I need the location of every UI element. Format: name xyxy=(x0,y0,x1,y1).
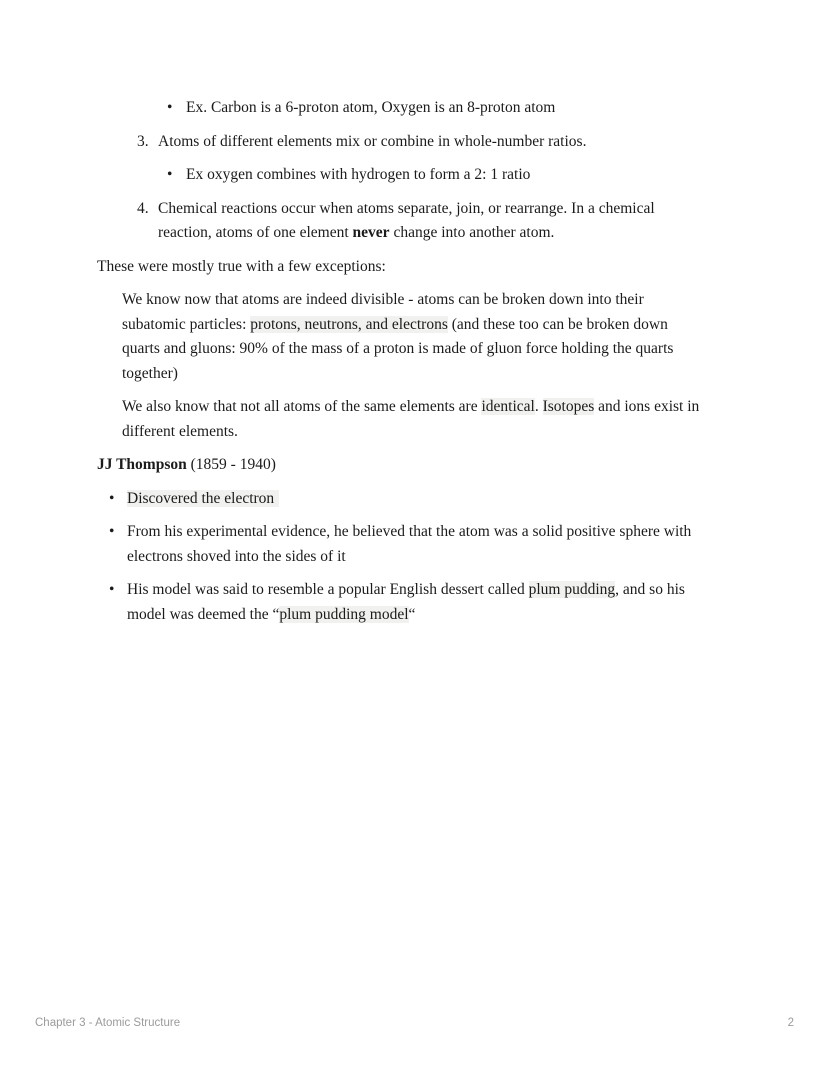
page-content xyxy=(97,96,757,636)
text-line xyxy=(122,337,757,362)
text-line xyxy=(127,545,757,570)
text-run: and ions exist in xyxy=(594,398,700,415)
list-number: 3. xyxy=(137,132,149,150)
text-run: . xyxy=(534,398,543,415)
paragraph xyxy=(97,395,757,444)
bullet-icon: • xyxy=(109,523,115,540)
text-run: We know now that atoms are indeed divisible - atoms can be broken down into their xyxy=(122,291,644,308)
text-run-highlight: Isotopes xyxy=(542,398,595,415)
text-line xyxy=(122,288,757,313)
text-run: electrons shoved into the sides of it xyxy=(127,547,346,565)
text-line xyxy=(186,163,757,188)
paragraph xyxy=(97,255,757,280)
text-run: together) xyxy=(122,364,178,382)
text-line xyxy=(122,362,757,387)
text-run-highlight: plum pudding model xyxy=(279,605,409,623)
bullet-item xyxy=(97,96,757,121)
text-run-highlight: identical xyxy=(481,398,535,415)
text-line xyxy=(122,313,757,338)
text-run-highlight: Discovered the electron xyxy=(127,490,279,507)
text-run-highlight: protons, neutrons, and electrons xyxy=(250,315,448,333)
bullet-icon: • xyxy=(167,99,173,116)
text-run: change into another atom. xyxy=(389,224,555,241)
text-run: Chemical reactions occur when atoms separate, join, or rearrange. In a chemical xyxy=(158,199,655,217)
text-run-bold: JJ Thompson xyxy=(97,456,187,473)
text-run: His model was said to resemble a popular English dessert called xyxy=(127,581,529,598)
text-run: , and so his xyxy=(615,581,685,598)
text-run: (and these too can be broken down xyxy=(447,315,668,333)
list-number: 4. xyxy=(137,199,149,217)
bullet-icon: • xyxy=(109,581,115,598)
text-run: “ xyxy=(408,605,416,623)
bullet-icon: • xyxy=(109,489,115,507)
numbered-item xyxy=(97,130,757,155)
text-line xyxy=(97,453,757,478)
bullet-item xyxy=(97,487,757,512)
text-run: From his experimental evidence, he believed that the atom was a solid positive sphere with xyxy=(127,523,692,540)
text-run-bold: never xyxy=(352,224,390,241)
text-run: model was deemed the “ xyxy=(127,605,280,623)
text-line xyxy=(158,130,757,155)
text-run: (1859 - 1940) xyxy=(186,456,276,473)
numbered-item xyxy=(97,197,757,246)
text-line xyxy=(127,487,757,512)
text-run: quarts and gluons: 90% of the mass of a proton is made of gluon force holding the quarts xyxy=(122,340,674,357)
bullet-icon: • xyxy=(167,166,173,183)
text-run: subatomic particles: xyxy=(122,315,251,333)
text-line xyxy=(127,603,757,628)
text-line xyxy=(122,395,757,420)
text-run: Ex. Carbon is a 6-proton atom, Oxygen is an 8-proton atom xyxy=(186,99,556,116)
text-run: We also know that not all atoms of the same elements are xyxy=(122,398,482,415)
text-line xyxy=(127,578,757,603)
text-run: Atoms of different elements mix or combine in whole-number ratios. xyxy=(158,132,587,150)
text-run: These were mostly true with a few exceptions: xyxy=(97,257,386,275)
text-run-highlight: plum pudding xyxy=(528,581,616,598)
text-run: different elements. xyxy=(122,422,238,440)
text-line xyxy=(127,520,757,545)
text-run: reaction, atoms of one element xyxy=(158,224,353,241)
text-line xyxy=(122,420,757,445)
footer-page-number: 2 xyxy=(787,1017,794,1029)
text-run: Ex oxygen combines with hydrogen to form a 2: 1 ratio xyxy=(186,166,531,183)
text-line xyxy=(158,221,757,246)
paragraph xyxy=(97,288,757,386)
bullet-item xyxy=(97,163,757,188)
text-line xyxy=(158,197,757,222)
text-line xyxy=(186,96,757,121)
footer-chapter-label: Chapter 3 - Atomic Structure xyxy=(35,1017,181,1029)
section-heading xyxy=(97,453,757,478)
bullet-item xyxy=(97,578,757,627)
text-line xyxy=(97,255,757,280)
bullet-item xyxy=(97,520,757,569)
